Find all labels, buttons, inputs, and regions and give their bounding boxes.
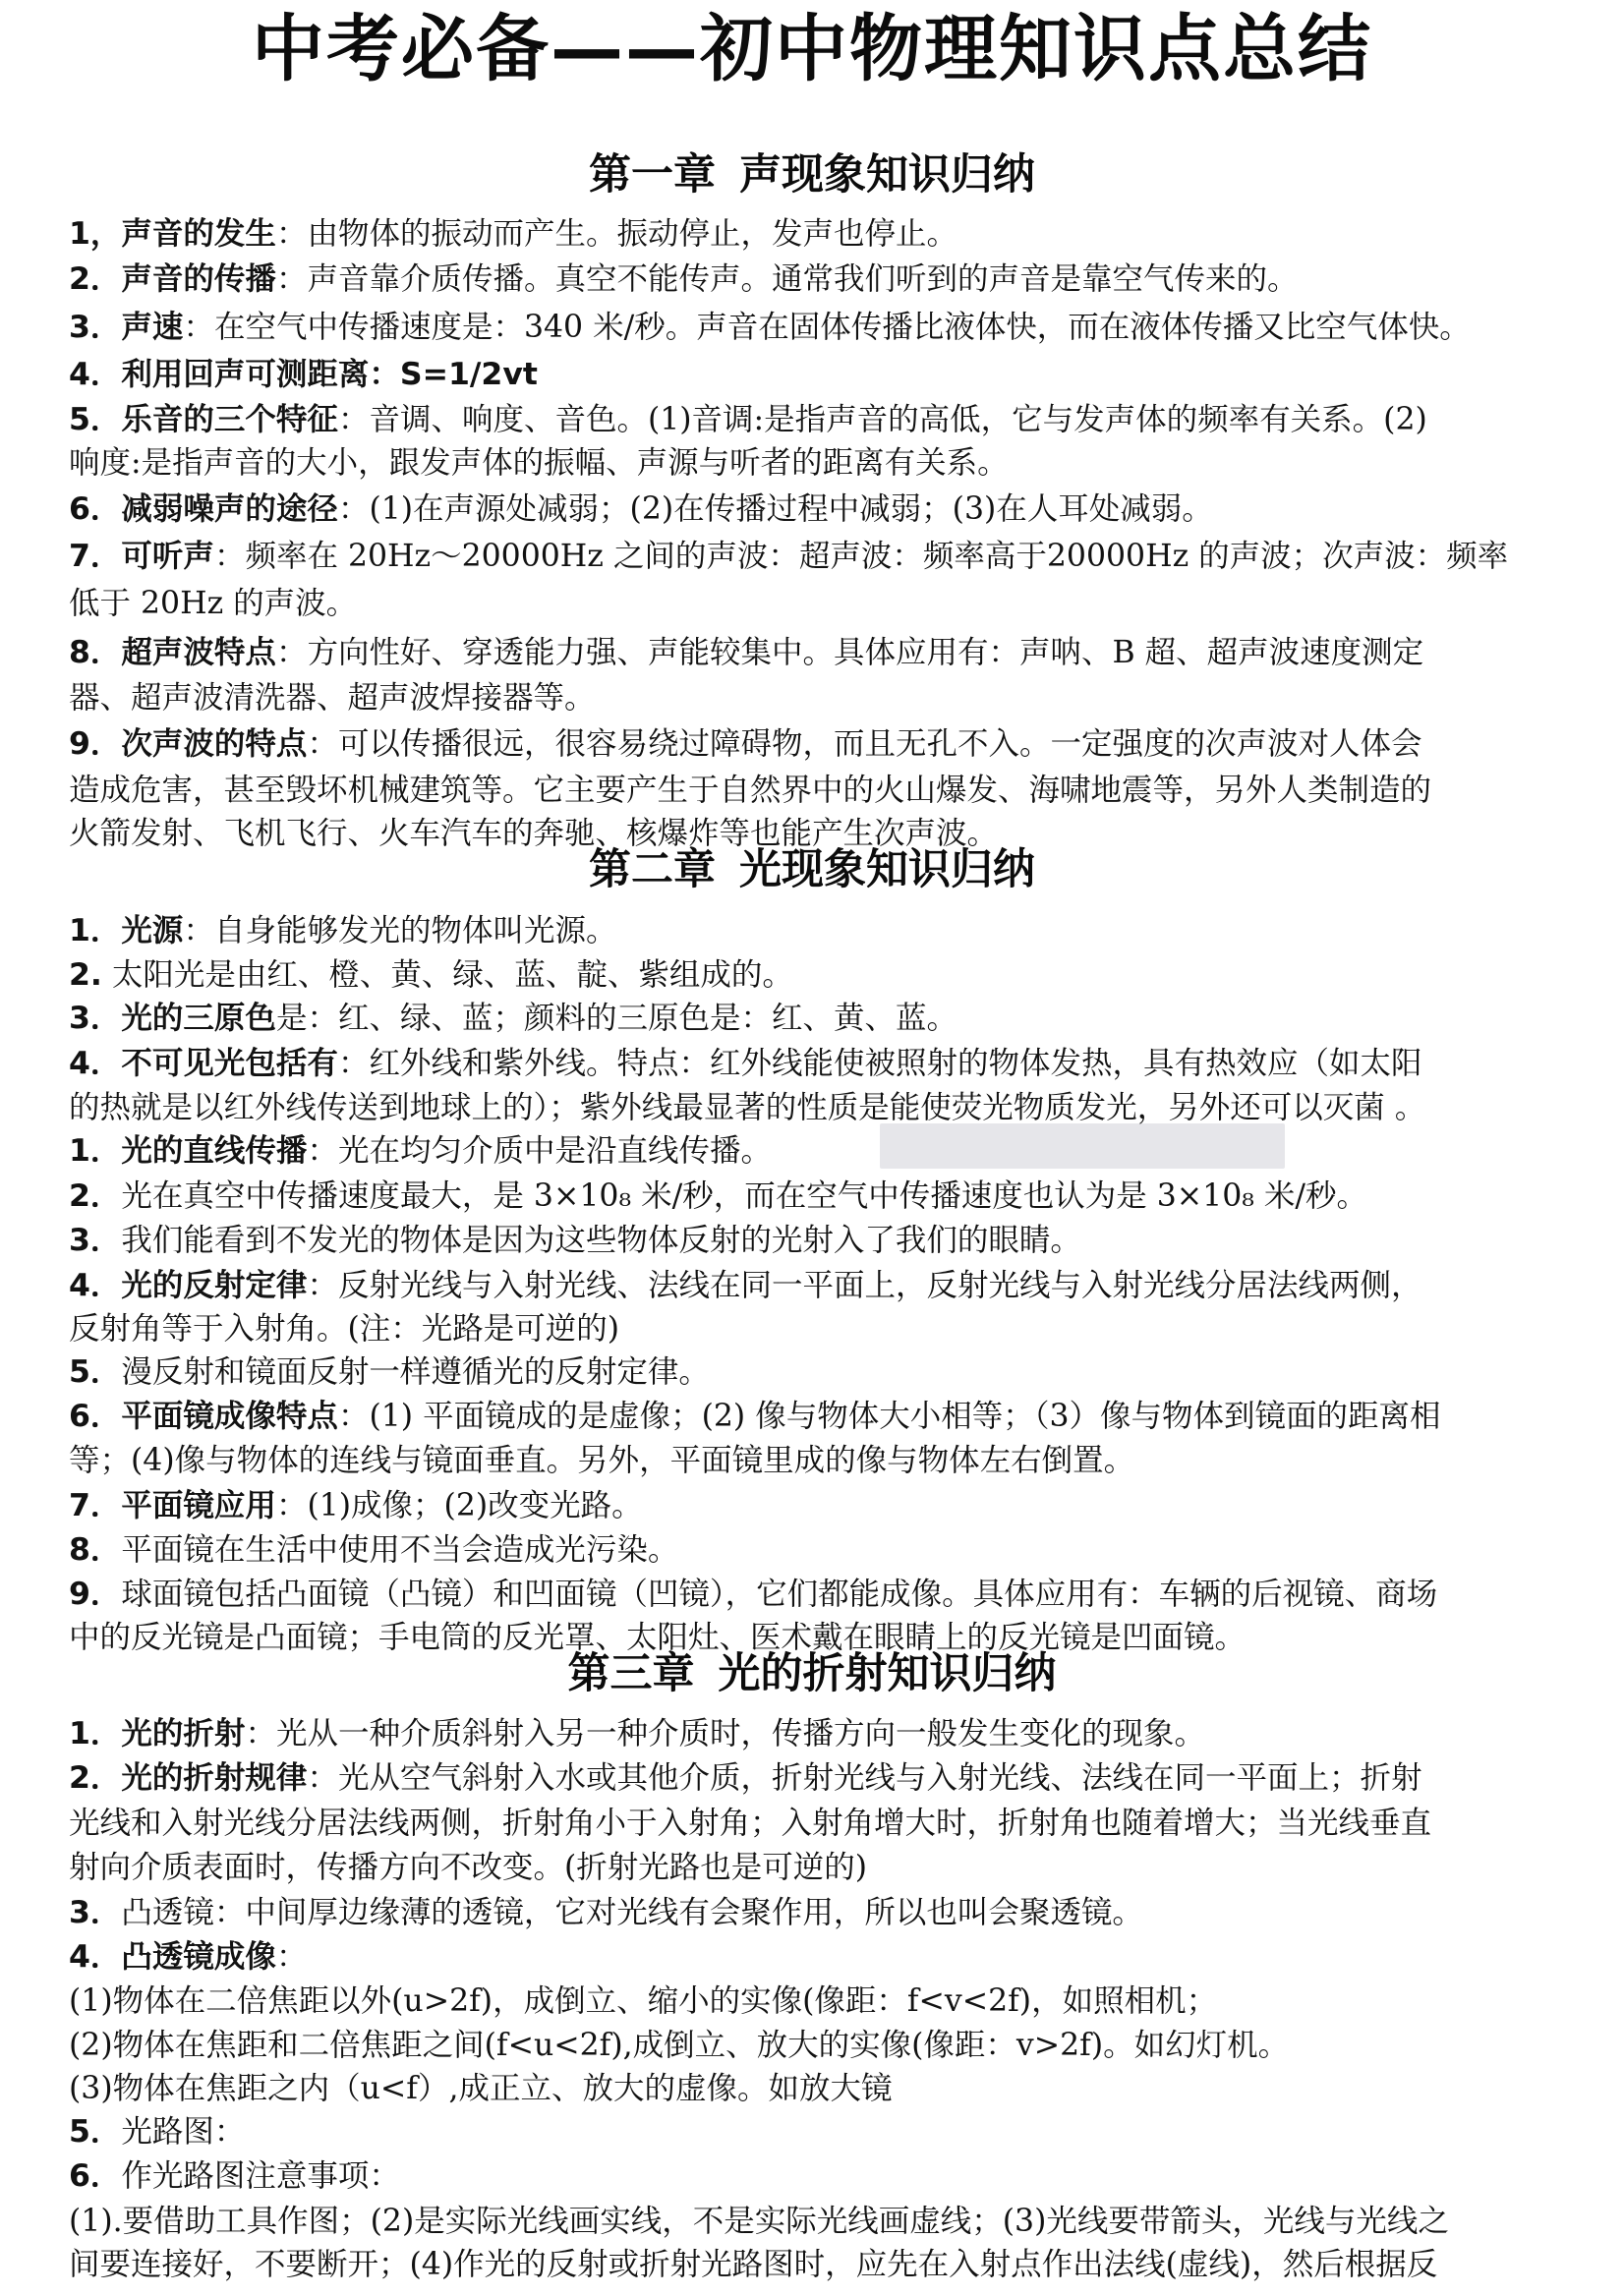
key-term: 利用回声可测距离：S=1/2vt (121, 357, 538, 392)
item-number: 6． (69, 491, 122, 527)
body-text: 凸透镜：中间厚边缘薄的透镜，它对光线有会聚作用，所以也叫会聚透镜。 (121, 1895, 1143, 1930)
document-title: 中考必备——初中物理知识点总结 (252, 7, 1372, 91)
text-line (69, 441, 1573, 485)
item-number: 4． (69, 1268, 122, 1303)
body-text: (2)物体在焦距和二倍焦距之间(f<u<2f),成倒立、放大的实像(像距：v>2f)。如幻灯机。 (69, 2028, 1290, 2063)
item-number: 1． (69, 913, 122, 948)
item-number: 2． (69, 1760, 122, 1796)
chapter-number: 第二章 (589, 845, 716, 894)
text-line (69, 722, 1573, 766)
chapter-name: 光的折射知识归纳 (718, 1649, 1057, 1698)
item-number: 2. (69, 957, 102, 993)
body-text: ：可以传播很远，很容易绕过障碍物，而且无孔不入。一定强度的次声波对人体会 (307, 726, 1422, 762)
text-line (69, 1528, 1573, 1572)
text-line (69, 997, 1573, 1040)
item-number: 1． (69, 1716, 122, 1751)
key-term: 平面镜应用 (121, 1488, 276, 1523)
body-text: 光路图： (121, 2114, 246, 2150)
body-text: 射向介质表面时，传播方向不改变。(折射光路也是可逆的) (69, 1850, 868, 1885)
item-number: 1， (69, 216, 122, 252)
text-line (69, 258, 1573, 301)
item-number: 5． (69, 2114, 122, 2150)
body-text: ：自身能够发光的物体叫光源。 (183, 913, 617, 948)
text-line (69, 1129, 1573, 1173)
item-number: 6． (69, 1399, 122, 1434)
body-text: 的热就是以红外线传送到地球上的）；紫外线最显著的性质是能使荧光物质发光，另外还可以灭菌 。 (69, 1090, 1426, 1125)
text-line (69, 2067, 1573, 2110)
text-line (69, 676, 1573, 719)
text-line (69, 769, 1573, 812)
body-text: (1).要借助工具作图；(2)是实际光线画实线，不是实际光线画虚线；(3)光线要带箭头，光线与光线之 (69, 2204, 1449, 2239)
item-number: 2． (69, 261, 122, 297)
body-text: 低于 20Hz 的声波。 (69, 586, 358, 621)
body-text: ：(1)在声源处减弱；(2)在传播过程中减弱；(3)在人耳处减弱。 (337, 491, 1213, 527)
key-term: 光的直线传播 (121, 1133, 308, 1169)
text-line (69, 1616, 1573, 1659)
item-number: 8． (69, 635, 122, 670)
text-line (69, 2110, 1573, 2153)
body-text: 太阳光是由红、橙、黄、绿、蓝、靛、紫组成的。 (101, 957, 793, 993)
chapter-name: 光现象知识归纳 (739, 845, 1035, 894)
body-text: 光在真空中传播速度最大，是 3×10₈ 米/秒，而在空气中传播速度也认为是 3×10₈ 米/秒。 (121, 1178, 1367, 1214)
chapter-name: 声现象知识归纳 (739, 150, 1035, 200)
body-text: 造成危害，甚至毁坏机械建筑等。它主要产生于自然界中的火山爆发、海啸地震等，另外人类制造的 (69, 773, 1432, 808)
item-number: 8． (69, 1532, 122, 1568)
key-term: 乐音的三个特征 (121, 402, 338, 437)
text-line (69, 631, 1573, 674)
key-term: 声速 (121, 310, 184, 345)
body-text: ：音调、响度、音色。(1)音调:是指声音的高低，它与发声体的频率有关系。(2) (337, 402, 1427, 437)
text-line (69, 1712, 1573, 1755)
body-text: 反射角等于入射角。(注：光路是可逆的) (69, 1311, 620, 1347)
text-line (69, 582, 1573, 625)
body-text: 响度:是指声音的大小，跟发声体的振幅、声源与听者的距离有关系。 (69, 445, 1009, 481)
text-line (69, 1350, 1573, 1394)
key-term: 平面镜成像特点 (121, 1399, 338, 1434)
item-number: 9． (69, 1577, 122, 1612)
key-term: 减弱噪声的途径 (121, 491, 338, 527)
key-term: 光的三原色 (121, 1001, 276, 1036)
key-term: 声音的传播 (121, 261, 276, 297)
text-line (69, 535, 1573, 578)
chapter-number: 第三章 (567, 1649, 695, 1698)
body-text: 火箭发射、飞机飞行、火车汽车的奔驰、核爆炸等也能产生次声波。 (69, 816, 999, 851)
body-text: 我们能看到不发光的物体是因为这些物体反射的光射入了我们的眼睛。 (121, 1223, 1081, 1258)
item-number: 4． (69, 1939, 122, 1975)
item-number: 1． (69, 1133, 122, 1169)
key-term: 光的折射 (121, 1716, 246, 1751)
text-line (69, 1086, 1573, 1129)
key-term: 声音的发生 (121, 216, 276, 252)
body-text: ：由物体的振动而产生。振动停止，发声也停止。 (275, 216, 957, 252)
key-term: 凸透镜成像 (121, 1939, 276, 1975)
item-number: 3． (69, 1223, 122, 1258)
body-text: 平面镜在生活中使用不当会造成光污染。 (121, 1532, 679, 1568)
key-term: 光源 (121, 913, 184, 948)
text-line (69, 812, 1573, 855)
chapter-1-heading (0, 147, 1624, 202)
text-line (69, 1307, 1573, 1350)
text-line (69, 1439, 1573, 1482)
body-text: ：频率在 20Hz～20000Hz 之间的声波：超声波：频率高于20000Hz 的声波；次声波：频率 (213, 539, 1509, 574)
item-number: 3． (69, 1895, 122, 1930)
text-line (69, 1846, 1573, 1889)
item-number: 2． (69, 1178, 122, 1214)
body-text: 光线和入射光线分居法线两侧，折射角小于入射角；入射角增大时，折射角也随着增大；当光线垂直 (69, 1806, 1432, 1841)
key-term: 超声波特点 (121, 635, 276, 670)
item-number: 3． (69, 1001, 122, 1036)
body-text: 等；(4)像与物体的连线与镜面垂直。另外，平面镜里成的像与物体左右倒置。 (69, 1443, 1135, 1478)
body-text: 间要连接好，不要断开；(4)作光的反射或折射光路图时，应先在入射点作出法线(虚线)，然后根据反 (69, 2247, 1438, 2282)
body-text: ：光在均匀介质中是沿直线传播。 (307, 1133, 772, 1169)
text-line (69, 1175, 1573, 1218)
body-text: ：在空气中传播速度是：340 米/秒。声音在固体传播比液体快，而在液体传播又比空气体快。 (183, 310, 1471, 345)
item-number: 3． (69, 310, 122, 345)
text-line (69, 1395, 1573, 1438)
body-text: 中的反光镜是凸面镜；手电筒的反光罩、太阳灶、医术戴在眼睛上的反光镜是凹面镜。 (69, 1620, 1247, 1655)
text-line (69, 1573, 1573, 1616)
body-text: 漫反射和镜面反射一样遵循光的反射定律。 (121, 1354, 710, 1390)
body-text: 器、超声波清洗器、超声波焊接器等。 (69, 680, 596, 716)
key-term: 光的折射规律 (121, 1760, 308, 1796)
body-text: ：光从一种介质斜射入另一种介质时，传播方向一般发生变化的现象。 (245, 1716, 1205, 1751)
text-line (69, 1891, 1573, 1934)
text-line (69, 909, 1573, 952)
key-term: 可听声 (121, 539, 214, 574)
item-number: 7． (69, 539, 122, 574)
body-text: ：声音靠介质传播。真空不能传声。通常我们听到的声音是靠空气传来的。 (275, 261, 1299, 297)
text-line (69, 1935, 1573, 1979)
chapter-number: 第一章 (589, 150, 716, 200)
text-line (69, 2243, 1573, 2286)
text-line (69, 2200, 1573, 2243)
item-number: 7． (69, 1488, 122, 1523)
key-term: 光的反射定律 (121, 1268, 308, 1303)
body-text: (1)物体在二倍焦距以外(u>2f)，成倒立、缩小的实像(像距：f<v<2f)，如照相机； (69, 1983, 1218, 2019)
text-line (69, 488, 1573, 531)
body-text: ：反射光线与入射光线、法线在同一平面上，反射光线与入射光线分居法线两侧， (307, 1268, 1422, 1303)
text-line (69, 1756, 1573, 1800)
body-text: 作光路图注意事项： (121, 2158, 400, 2194)
text-line (69, 306, 1573, 349)
text-line (69, 1264, 1573, 1307)
item-number: 5． (69, 402, 122, 437)
body-text: ：方向性好、穿透能力强、声能较集中。具体应用有：声呐、B 超、超声波速度测定 (275, 635, 1424, 670)
body-text: 球面镜包括凸面镜（凸镜）和凹面镜（凹镜），它们都能成像。具体应用有：车辆的后视镜、商场 (121, 1577, 1438, 1612)
item-number: 9． (69, 726, 122, 762)
key-term: 不可见光包括有 (121, 1046, 338, 1081)
text-line (69, 2024, 1573, 2067)
item-number: 6． (69, 2158, 122, 2194)
body-text: ：(1)成像；(2)改变光路。 (275, 1488, 643, 1523)
key-term: 次声波的特点 (121, 726, 308, 762)
text-line (69, 1042, 1573, 1085)
body-text: ：光从空气斜射入水或其他介质，折射光线与入射光线、法线在同一平面上；折射 (307, 1760, 1422, 1796)
item-number: 4． (69, 357, 122, 392)
text-line (69, 353, 1573, 396)
text-line (69, 212, 1573, 256)
text-line (69, 1980, 1573, 2023)
item-number: 4． (69, 1046, 122, 1081)
text-line (69, 1219, 1573, 1262)
text-line (69, 1802, 1573, 1845)
body-text: (3)物体在焦距之内（u<f）,成正立、放大的虚像。如放大镜 (69, 2071, 893, 2106)
item-number: 5． (69, 1354, 122, 1390)
body-text: ：红外线和紫外线。特点：红外线能使被照射的物体发热，具有热效应（如太阳 (337, 1046, 1422, 1081)
text-line (69, 1484, 1573, 1527)
body-text: ：(1) 平面镜成的是虚像；(2) 像与物体大小相等；（3）像与物体到镜面的距离相 (337, 1399, 1441, 1434)
text-line (69, 953, 1573, 997)
text-line (69, 398, 1573, 441)
text-line (69, 2154, 1573, 2198)
body-text: ： (275, 1939, 308, 1975)
body-text: 是：红、绿、蓝；颜料的三原色是：红、黄、蓝。 (275, 1001, 957, 1036)
